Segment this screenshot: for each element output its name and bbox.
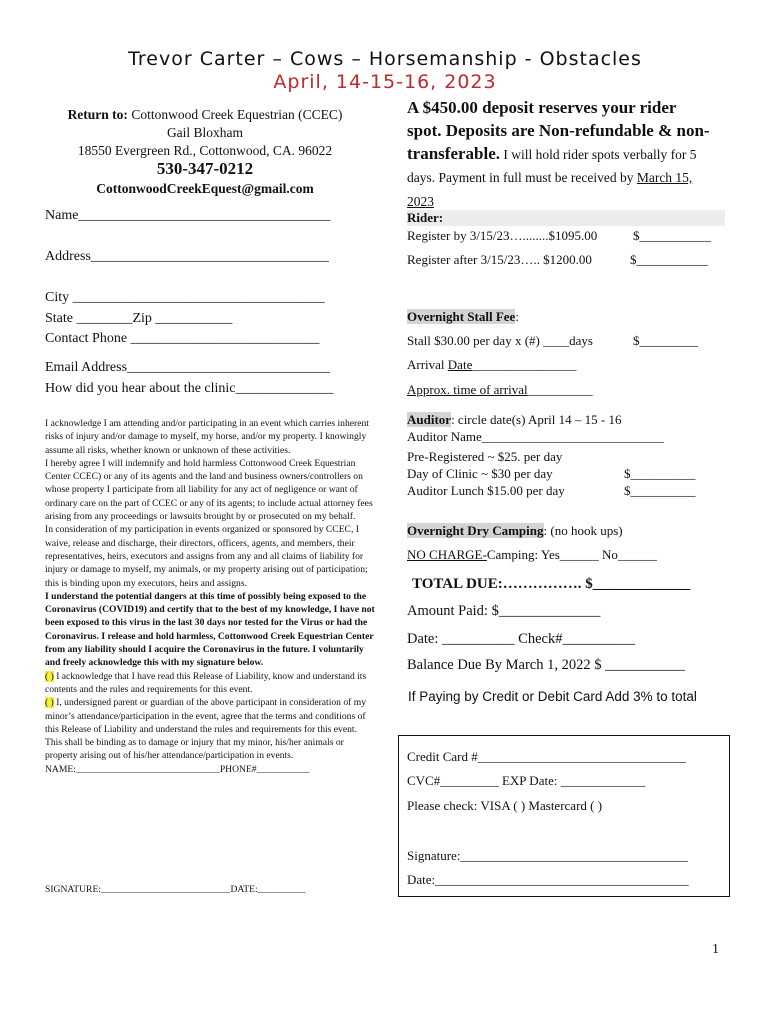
- return-to-block: [40, 106, 370, 160]
- auditor-heading: Auditor: [407, 412, 452, 427]
- credit-card-number[interactable]: Credit Card #________________________________: [407, 749, 686, 764]
- balance-due[interactable]: Balance Due By March 1, 2022 $ ___________: [407, 657, 685, 673]
- date-check[interactable]: Date: __________ Check#__________: [407, 631, 635, 647]
- address-field[interactable]: Address__________________________________: [45, 249, 329, 264]
- state-zip-field[interactable]: State ________Zip ___________: [45, 311, 233, 326]
- contact-phone-field[interactable]: Contact Phone ___________________________: [45, 331, 320, 346]
- covid-statement: I understand the potential dangers at this time of possibly being exposed to the Coronavirus (COVID19) and certify that to the best of my knowledge, I have not been exposed to this virus in the last 30 days nor tested for the Virus or had the Coronavirus. I release and hold harmless, Cottonwood Creek Equestrian Center from any liability should I acquire the Coronavirus in the future. I voluntarily and freely acknowledge this with my signature below.: [45, 590, 375, 669]
- return-to-email: CottonwoodCreekEquest@gmail.com: [96, 181, 314, 196]
- deposit-deadline: March 15, 2023: [407, 170, 693, 209]
- return-to-phone: 530-347-0212: [156, 159, 254, 178]
- guardian-text: I, undersigned parent or guardian of the above participant in consideration of my minor’s attendance/participation in the event, agree that the terms and conditions of this Release of Liability and understand the rules and requirements for this event. This shall be binding as to damage or injury that my minor, his/her animals or property arising out of his/her attendance/participation in events.: [45, 697, 367, 762]
- stall-line[interactable]: Stall $30.00 per day x (#) ____days: [407, 333, 593, 348]
- deposit-bold: A $450.00 deposit reserves your rider spot. Deposits are Non-refundable & non-transferable.: [407, 98, 710, 163]
- rider-register-after-amount[interactable]: $___________: [630, 252, 708, 267]
- auditor-lunch-amount[interactable]: $__________: [624, 483, 696, 498]
- arrival-date[interactable]: [407, 357, 576, 373]
- signature-date-field[interactable]: SIGNATURE:___________________________DATE:__________: [45, 884, 306, 895]
- rider-register-by: Register by 3/15/23…........$1095.00: [407, 228, 598, 243]
- return-to-org: Cottonwood Creek Equestrian (CCEC): [131, 107, 343, 122]
- total-due[interactable]: TOTAL DUE:……………. $_____________: [412, 576, 691, 592]
- release-paragraph-3: In consideration of my participation in events organized or sponsored by CCEC, I waive, release and discharge, their directors, officers, agents, and members, their representatives, heirs, executors and assigns from any and all claims of liability for injury or damage to myself, my animals, or my property arising out of participation; this is binding upon my executors, heirs and assigns.: [45, 524, 368, 589]
- guardian-item: [45, 696, 375, 762]
- cvc-exp-date[interactable]: CVC#_________ EXP Date: _____________: [407, 773, 646, 788]
- card-type-choice[interactable]: Please check: VISA ( ) Mastercard ( ): [407, 798, 603, 813]
- auditor-day-amount[interactable]: $__________: [624, 466, 696, 481]
- arrival-date-label: Date: [447, 357, 473, 372]
- event-dates: April, 14-15-16, 2023: [273, 71, 497, 93]
- auditor-name-field[interactable]: Auditor Name____________________________: [407, 429, 664, 444]
- card-date[interactable]: Date:_______________________________________: [407, 872, 689, 887]
- return-to-label: Return to:: [67, 107, 128, 122]
- rider-heading: Rider:: [407, 210, 725, 226]
- rider-register-after: Register after 3/15/23….. $1200.00: [407, 252, 592, 267]
- stall-amount[interactable]: $_________: [633, 333, 698, 348]
- arrival-time[interactable]: [407, 382, 593, 398]
- release-paragraph-1: I acknowledge I am attending and/or participating in an event which carries inherent risks of injury and/or damage to myself, my horse, and/or my property. I knowingly assume all risks, whether known or unknown of these activities.: [45, 418, 369, 456]
- return-to-name: Gail Bloxham: [166, 125, 244, 140]
- card-signature[interactable]: Signature:___________________________________: [407, 848, 688, 863]
- camping-heading-row: [407, 523, 623, 539]
- deposit-text: I will hold rider spots verbally for 5 days. Payment in full must be received by: [407, 147, 697, 185]
- camping-choice[interactable]: [407, 547, 657, 563]
- camping-yes-no[interactable]: Camping: Yes______ No______: [486, 547, 657, 562]
- return-to-address: 18550 Evergreen Rd., Cottonwood, CA. 96022: [77, 143, 333, 158]
- acknowledge-item: [45, 670, 375, 697]
- release-of-liability: [45, 417, 375, 776]
- page-number: 1: [712, 942, 719, 957]
- arrival-date-blank[interactable]: ________________: [472, 357, 577, 372]
- email-field[interactable]: Email Address_____________________________: [45, 360, 331, 375]
- auditor-dates: : circle date(s) April 14 – 15 - 16: [451, 412, 622, 427]
- auditor-heading-row: [407, 412, 621, 428]
- arrival-label: Arrival: [407, 357, 448, 372]
- stall-heading-colon: :: [515, 309, 519, 324]
- auditor-pre-registered: Pre-Registered ~ $25. per day: [407, 449, 563, 464]
- camping-note: : (no hook ups): [543, 523, 623, 538]
- auditor-day-of-clinic: Day of Clinic ~ $30 per day: [407, 466, 553, 481]
- camping-heading: Overnight Dry Camping: [407, 523, 544, 538]
- stall-heading: Overnight Stall Fee: [407, 309, 516, 324]
- acknowledge-text: I acknowledge that I have read this Release of Liability, know and understand its contents and the rules and requirements for this event.: [45, 670, 367, 695]
- arrival-time-label: Approx. time of arrival: [407, 382, 528, 397]
- acknowledge-checkbox[interactable]: ( ): [45, 670, 54, 682]
- page-title: Trevor Carter – Cows – Horsemanship - Obstacles: [128, 48, 642, 70]
- release-paragraph-2: I hereby agree I will indemnify and hold harmless Cottonwood Creek Equestrian Center CCEC) or any of its agents and the land and business owners/controllers on whose property I participate from all liability for any act of negligence or want of ordinary care on the part of CCEC or any of its agents; to include actual attorney fees arising from any proceedings or lawsuits brought by or prosecuted on my behalf.: [45, 457, 373, 523]
- city-field[interactable]: City ____________________________________: [45, 290, 325, 305]
- arrival-time-blank[interactable]: __________: [527, 382, 593, 397]
- deposit-notice: [407, 96, 712, 213]
- auditor-lunch: Auditor Lunch $15.00 per day: [407, 483, 565, 498]
- card-surcharge-note: If Paying by Credit or Debit Card Add 3% to total: [408, 689, 697, 704]
- heard-about-field[interactable]: How did you hear about the clinic______________: [45, 381, 334, 396]
- rider-register-by-amount[interactable]: $___________: [633, 228, 711, 243]
- guardian-checkbox[interactable]: ( ): [45, 697, 54, 709]
- no-charge-label: NO CHARGE-: [407, 547, 487, 562]
- stall-heading-row: [407, 309, 725, 325]
- amount-paid[interactable]: Amount Paid: $______________: [407, 603, 601, 619]
- name-field[interactable]: Name____________________________________: [45, 208, 331, 223]
- name-phone-field[interactable]: NAME:______________________________PHONE#___________: [45, 763, 310, 775]
